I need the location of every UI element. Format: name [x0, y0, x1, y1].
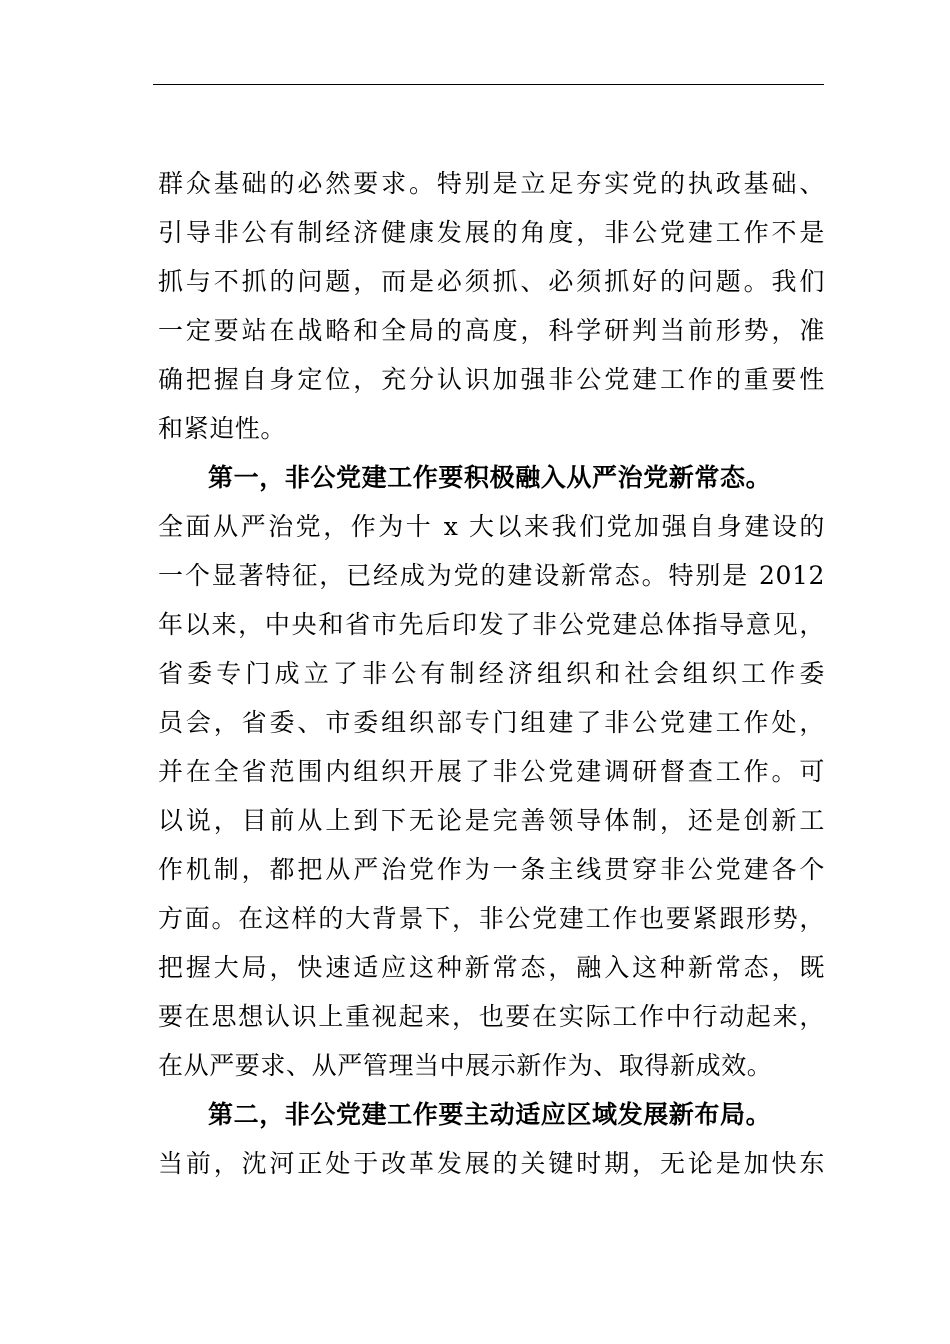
text-line: 年以来，中央和省市先后印发了非公党建总体指导意见， [158, 610, 825, 639]
text-line: 并在全省范围内组织开展了非公党建调研督查工作。可 [158, 757, 825, 786]
text-line: 员会，省委、市委组织部专门组建了非公党建工作处， [158, 708, 825, 737]
text-line: 当前，沈河正处于改革发展的关键时期，无论是加快东 [158, 1149, 825, 1178]
text-line: 在从严要求、从严管理当中展示新作为、取得新成效。 [158, 1051, 773, 1080]
section-heading: 第二，非公党建工作要主动适应区域发展新布局。 [208, 1100, 772, 1129]
header-rule [153, 84, 824, 85]
text-line: 全面从严治党，作为十 x 大以来我们党加强自身建设的 [158, 512, 825, 541]
text-line: 要在思想认识上重视起来，也要在实际工作中行动起来， [158, 1002, 825, 1031]
text-line: 群众基础的必然要求。特别是立足夯实党的执政基础、 [158, 169, 825, 198]
text-line: 以说，目前从上到下无论是完善领导体制，还是创新工 [158, 806, 825, 835]
text-line: 方面。在这样的大背景下，非公党建工作也要紧跟形势， [158, 904, 825, 933]
text-line: 引导非公有制经济健康发展的角度，非公党建工作不是 [158, 218, 825, 247]
text-line: 确把握自身定位，充分认识加强非公党建工作的重要性 [158, 365, 825, 394]
text-line: 一定要站在战略和全局的高度，科学研判当前形势，准 [158, 316, 825, 345]
text-line: 作机制，都把从严治党作为一条主线贯穿非公党建各个 [158, 855, 825, 884]
text-line: 省委专门成立了非公有制经济组织和社会组织工作委 [158, 659, 825, 688]
section-heading: 第一，非公党建工作要积极融入从严治党新常态。 [208, 463, 772, 492]
text-line: 抓与不抓的问题，而是必须抓、必须抓好的问题。我们 [158, 267, 825, 296]
text-line: 和紧迫性。 [158, 414, 287, 443]
text-line: 一个显著特征，已经成为党的建设新常态。特别是 2012 [158, 561, 825, 590]
text-line: 把握大局，快速适应这种新常态，融入这种新常态，既 [158, 953, 825, 982]
